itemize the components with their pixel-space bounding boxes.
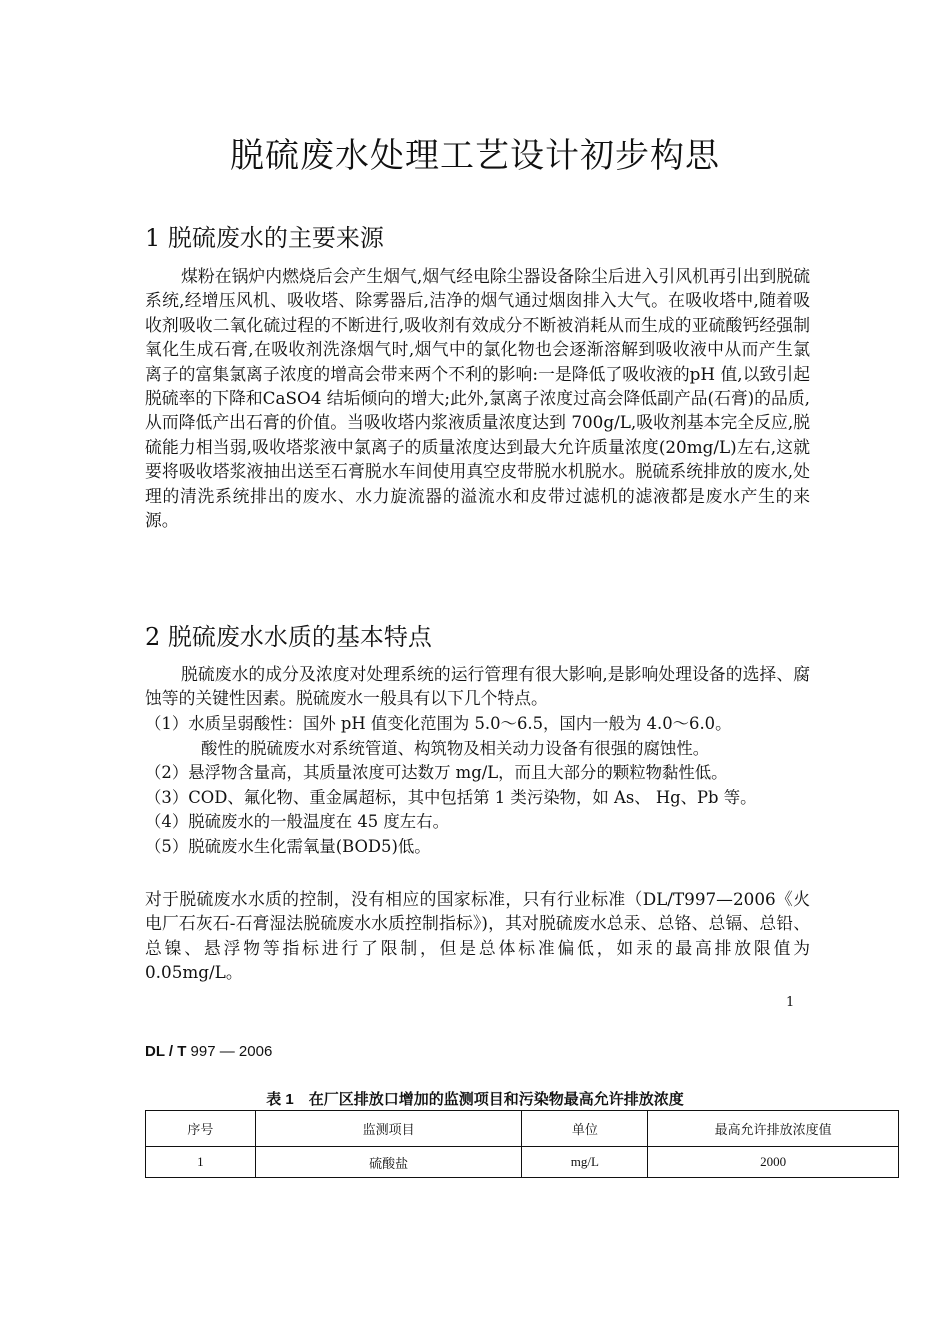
list-item: （1）水质呈弱酸性：国外 pH 值变化范围为 5.0～6.5，国内一般为 4.0～6.0。 [145, 714, 732, 733]
table-cell: mg/L [522, 1147, 648, 1178]
table-header-cell: 最高允许排放浓度值 [648, 1111, 899, 1147]
standard-code-number: 997 — 2006 [186, 1043, 273, 1060]
section-1-heading: 1 脱硫废水的主要来源 [145, 224, 384, 252]
standard-paragraph: 对于脱硫废水水质的控制，没有相应的国家标准，只有行业标准（DL/T997—2006《火电厂石灰石-石膏湿法脱硫废水水质控制指标》)，其对脱硫废水总汞、总铬、总镉、总铅、总镍、悬浮物等指标进行了限制，但是总体标准偏低，如汞的最高排放限值为 0.05mg/L。 [145, 889, 810, 983]
table-header-row [146, 1111, 899, 1147]
document-title: 脱硫废水处理工艺设计初步构思 [230, 136, 720, 176]
table-row [146, 1147, 899, 1178]
list-item-continuation: 酸性的脱硫废水对系统管道、构筑物及相关动力设备有很强的腐蚀性。 [201, 738, 710, 758]
section-2-intro: 脱硫废水的成分及浓度对处理系统的运行管理有很大影响,是影响处理设备的选择、腐蚀等的关键性因素。脱硫废水一般具有以下几个特点。 [145, 664, 810, 709]
section-2-heading: 2 脱硫废水水质的基本特点 [145, 623, 432, 651]
list-item: （2）悬浮物含量高，其质量浓度可达数万 mg/L，而且大部分的颗粒物黏性低。 [145, 763, 728, 782]
table-header-cell: 序号 [146, 1111, 256, 1147]
table-cell: 1 [146, 1147, 256, 1178]
table-cell: 2000 [648, 1147, 899, 1178]
section-2-intro-block [145, 662, 810, 711]
list-item: （5）脱硫废水生化需氧量(BOD5)低。 [145, 836, 431, 856]
list-item: （3）COD、氟化物、重金属超标，其中包括第 1 类污染物，如 As、 Hg、Pb 等。 [145, 787, 757, 807]
table-header-cell: 监测项目 [255, 1111, 522, 1147]
table-caption: 表 1 在厂区排放口增加的监测项目和污染物最高允许排放浓度 [266, 1091, 684, 1108]
section-1-body [145, 264, 810, 532]
page-number: 1 [786, 995, 795, 1010]
table-header-cell: 单位 [522, 1111, 648, 1147]
table-cell: 硫酸盐 [255, 1147, 522, 1178]
section-1-paragraph: 煤粉在锅炉内燃烧后会产生烟气,烟气经电除尘器设备除尘后进入引风机再引出到脱硫系统,经增压风机、吸收塔、除雾器后,洁净的烟气通过烟囱排入大气。在吸收塔中,随着吸收剂吸收二氧化硫过程的不断进行,吸收剂有效成分不断被消耗从而生成的亚硫酸钙经强制氧化生成石膏,在吸收剂洗涤烟气时,烟气中的氯化物也会逐渐溶解到吸收液中从而产生氯离子的富集氯离子浓度的增高会带来两个不利的影响:一是降低了吸收液的pH 值,以致引起脱硫率的下降和CaSO4 结垢倾向的增大;此外,氯离子浓度过高会降低副产品(石膏)的品质,从而降低产出石膏的价值。当吸收塔内浆液质量浓度达到 700g/L,吸收剂基本完全反应,脱硫能力相当弱,吸收塔浆液中氯离子的质量浓度达到最大允许质量浓度(20mg/L)左右,这就要将吸收塔浆液抽出送至石膏脱水车间使用真空皮带脱水机脱水。脱硫系统排放的废水,处理的清洗系统排出的废水、水力旋流器的溢流水和皮带过滤机的滤液都是废水产生的来源。 [145, 266, 810, 531]
standard-code-prefix: DL / T [145, 1043, 187, 1060]
standard-block [145, 887, 810, 985]
feature-list [145, 712, 825, 859]
standard-code [145, 1043, 272, 1060]
monitoring-table [145, 1110, 899, 1178]
list-item: （4）脱硫废水的一般温度在 45 度左右。 [145, 812, 449, 831]
